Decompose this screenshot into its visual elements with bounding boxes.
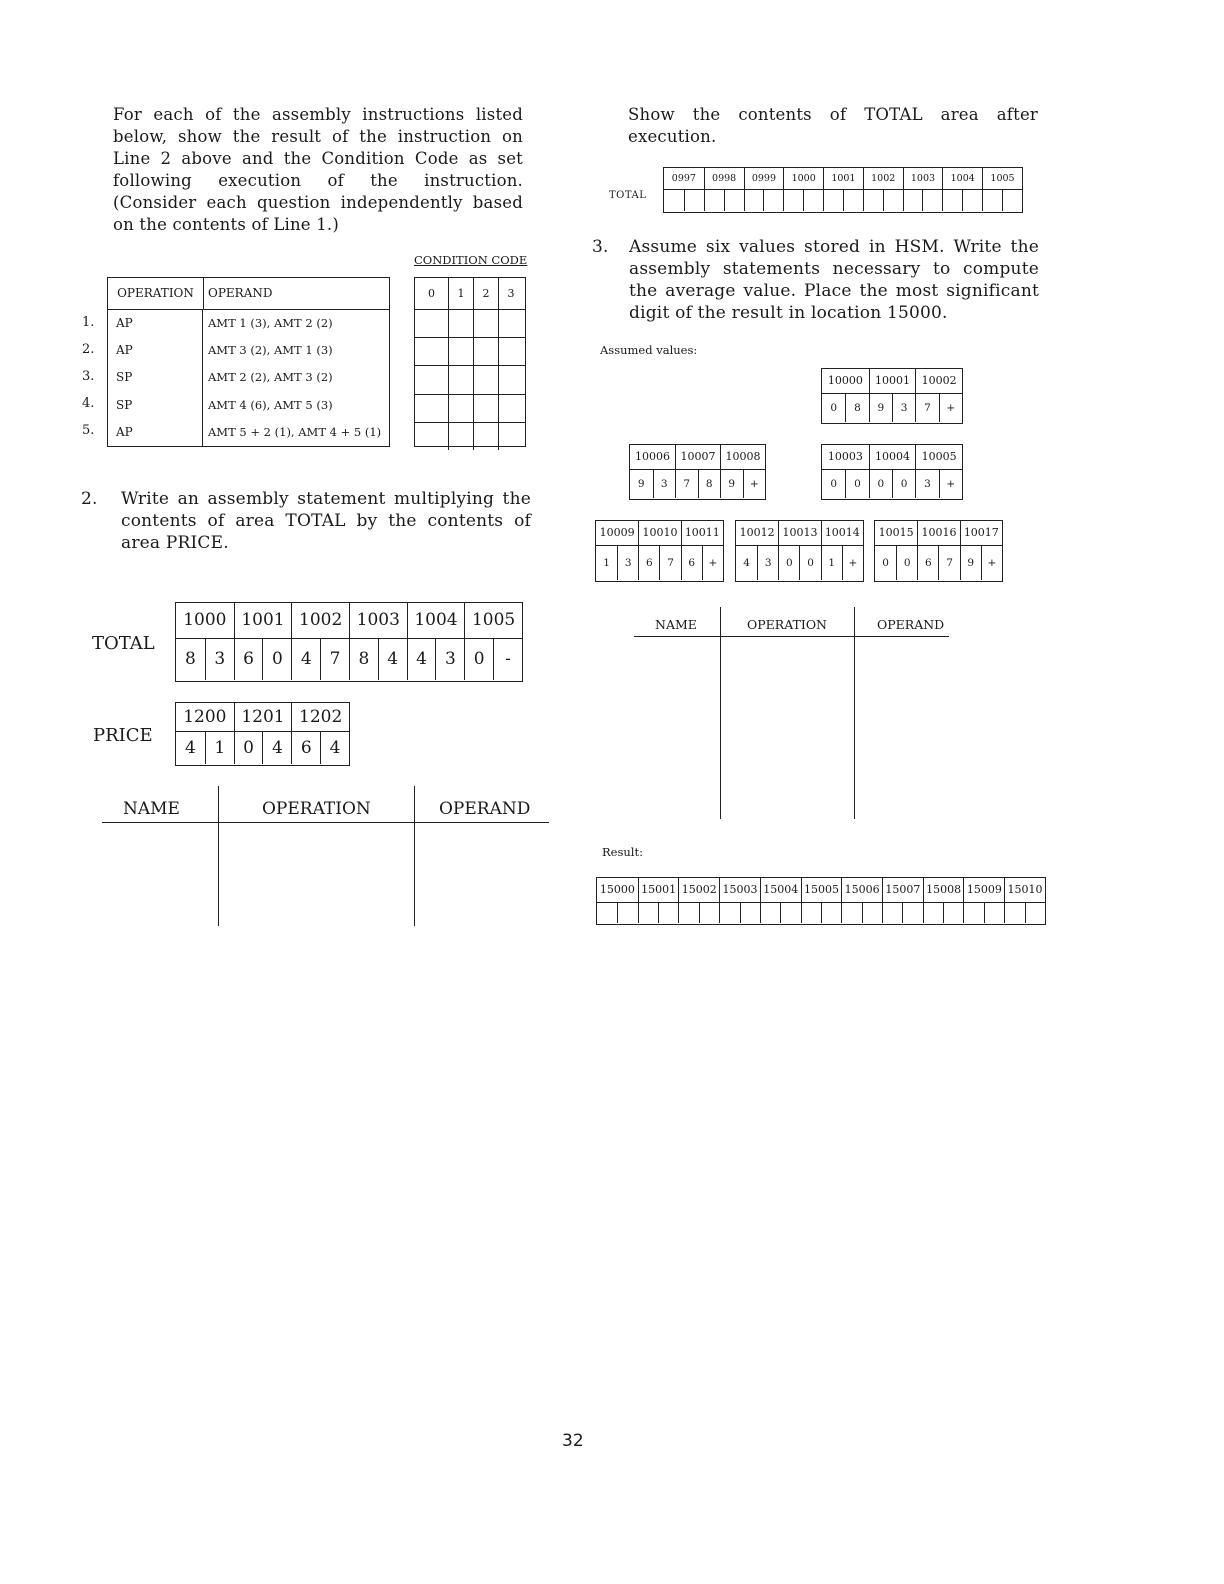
condition-code-cell[interactable] (498, 366, 523, 393)
answer-digit-cell[interactable] (963, 903, 983, 923)
memory-address: 10014 (821, 521, 863, 545)
condition-code-label: CONDITION CODE (414, 253, 528, 267)
operation-header: OPERATION (117, 286, 194, 300)
answer-digit-cell[interactable] (740, 903, 760, 923)
answer-digit-cell[interactable] (962, 190, 982, 211)
answer-digit-cell[interactable] (922, 190, 942, 211)
memory-digit: 4 (378, 639, 407, 680)
memory-address: 15002 (678, 878, 719, 902)
memory-digit: 3 (892, 394, 915, 422)
instruction-number: 4. (82, 396, 95, 411)
instruction-number: 2. (82, 342, 95, 357)
answer-digit-cell[interactable] (597, 903, 617, 923)
memory-digit: 0 (869, 470, 892, 498)
memory-address: 1001 (234, 603, 292, 638)
memory-address: 10007 (675, 445, 720, 469)
memory-address: 1201 (234, 703, 292, 731)
memory-digit: + (939, 470, 962, 498)
result-label: Result: (602, 845, 643, 859)
answer-digit-cell[interactable] (1002, 190, 1022, 211)
instruction-table (107, 277, 390, 447)
memory-digit: 0 (234, 732, 263, 764)
memory-digit: 3 (915, 470, 938, 498)
condition-code-cell[interactable] (473, 366, 498, 393)
instruction-op: AP (116, 316, 133, 330)
condition-code-cell[interactable] (415, 423, 448, 450)
answer-digit-cell[interactable] (617, 903, 637, 923)
answer-digit-cell[interactable] (943, 903, 963, 923)
answer-digit-cell[interactable] (801, 903, 821, 923)
answer-total-area (663, 167, 1023, 213)
memory-address: 10004 (869, 445, 916, 469)
q3-form-name-header: NAME (655, 617, 697, 632)
memory-address: 1004 (942, 168, 982, 189)
answer-digit-cell[interactable] (903, 190, 923, 211)
memory-address: 15008 (923, 878, 964, 902)
memory-digit: 4 (320, 732, 349, 764)
q3-form-rule (634, 636, 949, 637)
condition-code-column: 2 (473, 278, 498, 309)
assumed-value-group (874, 520, 1003, 582)
answer-digit-cell[interactable] (1025, 903, 1045, 923)
q2-form-operation-header: OPERATION (262, 799, 371, 819)
instruction-operand: AMT 2 (2), AMT 3 (2) (208, 370, 333, 385)
memory-address: 1200 (183, 707, 227, 727)
memory-address: 10002 (915, 369, 962, 393)
condition-code-column: 0 (428, 287, 435, 300)
memory-digit: 8 (349, 639, 378, 680)
answer-digit-cell[interactable] (803, 190, 823, 211)
memory-address: 15000 (599, 883, 635, 896)
memory-address: 10001 (869, 369, 916, 393)
answer-digit-cell[interactable] (841, 903, 861, 923)
memory-digit: 7 (675, 470, 698, 498)
memory-address: 1005 (464, 603, 522, 638)
memory-address: 10013 (778, 521, 820, 545)
memory-digit: 4 (185, 738, 196, 758)
memory-address: 15005 (801, 878, 842, 902)
price-label: PRICE (93, 725, 153, 746)
memory-address: 10005 (915, 445, 962, 469)
memory-address: 10010 (638, 521, 680, 545)
answer-total-label: TOTAL (609, 190, 647, 201)
memory-address: 10000 (827, 374, 863, 387)
memory-address: 1202 (291, 703, 349, 731)
memory-address: 0997 (671, 173, 696, 184)
answer-digit-cell[interactable] (984, 903, 1004, 923)
answer-digit-cell[interactable] (923, 903, 943, 923)
result-area (596, 877, 1046, 925)
memory-digit: 4 (291, 639, 320, 680)
memory-digit: 7 (915, 394, 938, 422)
q1-intro: For each of the assembly instructions listed below, show the result of the instruction on Line 2 above and the Condition Code as set following execution of the instruction. (Consider each question independently based on the contents of Line 1.) (113, 105, 523, 234)
condition-code-cell[interactable] (473, 395, 498, 422)
instruction-number: 3. (82, 369, 95, 384)
memory-digit: 0 (778, 546, 799, 580)
memory-digit: 1 (603, 557, 610, 569)
condition-code-cell[interactable] (448, 366, 473, 393)
memory-digit: + (981, 546, 1002, 580)
answer-digit-cell[interactable] (863, 190, 883, 211)
memory-address: 1005 (982, 168, 1022, 189)
condition-code-cell[interactable] (415, 338, 448, 365)
operand-header: OPERAND (203, 278, 389, 309)
memory-digit: + (842, 546, 863, 580)
q2-form-divider (414, 786, 415, 926)
answer-digit-cell[interactable] (982, 190, 1002, 211)
memory-digit: 6 (234, 639, 263, 680)
memory-address: 0998 (704, 168, 744, 189)
condition-code-cell[interactable] (448, 423, 473, 450)
condition-code-column: 1 (448, 278, 473, 309)
memory-digit: 7 (659, 546, 680, 580)
price-memory-area (175, 702, 350, 766)
q3-form-divider (720, 607, 721, 819)
answer-digit-cell[interactable] (658, 903, 678, 923)
memory-address: 10012 (739, 526, 775, 539)
assumed-value-group (595, 520, 724, 582)
memory-digit: 3 (617, 546, 638, 580)
assumed-value-group (735, 520, 864, 582)
memory-address: 0999 (744, 168, 784, 189)
answer-digit-cell[interactable] (724, 190, 744, 211)
memory-address: 15010 (1004, 878, 1045, 902)
memory-address: 1001 (823, 168, 863, 189)
q2-form-divider (218, 786, 219, 926)
q3-text: Assume six values stored in HSM. Write the assembly statements necessary to compute the average value. Place the most significant digit of the result in location 15000. (629, 237, 1039, 323)
memory-digit: 0 (799, 546, 820, 580)
memory-digit: 8 (698, 470, 721, 498)
answer-digit-cell[interactable] (862, 903, 882, 923)
total-memory-area (175, 602, 523, 682)
memory-address: 15003 (719, 878, 760, 902)
condition-code-cell[interactable] (473, 310, 498, 337)
answer-digit-cell[interactable] (902, 903, 922, 923)
instruction-operand: AMT 4 (6), AMT 5 (3) (208, 397, 333, 412)
condition-code-cell[interactable] (415, 366, 448, 393)
memory-address: 1003 (903, 168, 943, 189)
instruction-number: 1. (82, 315, 95, 330)
answer-digit-cell[interactable] (699, 903, 719, 923)
memory-address: 15004 (760, 878, 801, 902)
answer-digit-cell[interactable] (760, 903, 780, 923)
memory-address: 15001 (638, 878, 679, 902)
answer-digit-cell[interactable] (704, 190, 724, 211)
memory-digit: 7 (320, 639, 349, 680)
condition-code-cell[interactable] (473, 338, 498, 365)
memory-digit: 0 (830, 478, 837, 490)
condition-code-cell[interactable] (448, 310, 473, 337)
condition-code-cell[interactable] (415, 395, 448, 422)
memory-digit: 9 (720, 470, 743, 498)
memory-address: 1000 (183, 610, 227, 630)
memory-digit: 0 (464, 639, 493, 680)
assumed-value-group (629, 444, 766, 500)
memory-address: 15009 (963, 878, 1004, 902)
memory-address: 15007 (882, 878, 923, 902)
q2-number: 2. (81, 489, 98, 509)
instruction-number: 5. (82, 423, 95, 438)
condition-code-column: 3 (498, 278, 523, 309)
memory-digit: 4 (743, 557, 750, 569)
q2-form-name-header: NAME (123, 799, 180, 819)
answer-digit-cell[interactable] (763, 190, 783, 211)
memory-digit: + (939, 394, 962, 422)
memory-digit: 6 (291, 732, 320, 764)
memory-address: 10017 (960, 521, 1002, 545)
answer-digit-cell[interactable] (882, 903, 902, 923)
memory-address: 15006 (841, 878, 882, 902)
assumed-value-group (821, 368, 963, 424)
answer-digit-cell[interactable] (684, 190, 704, 211)
memory-digit: 4 (407, 639, 436, 680)
memory-digit: 6 (638, 546, 659, 580)
memory-digit: 6 (917, 546, 938, 580)
q2-text: Write an assembly statement multiplying the contents of area TOTAL by the contents of area PRICE. (121, 489, 531, 553)
instruction-operand: AMT 1 (3), AMT 2 (2) (208, 316, 333, 330)
memory-digit: 1 (821, 546, 842, 580)
q3-form-operand-header: OPERAND (877, 617, 945, 632)
memory-digit: 6 (681, 546, 702, 580)
memory-digit: 0 (845, 470, 868, 498)
memory-digit: 9 (637, 478, 645, 490)
memory-address: 1003 (349, 603, 407, 638)
memory-digit: 0 (896, 546, 917, 580)
memory-address: 10016 (917, 521, 959, 545)
instruction-op: AP (116, 424, 133, 439)
condition-code-grid (414, 277, 526, 447)
memory-digit: + (743, 470, 766, 498)
memory-digit: - (493, 639, 522, 680)
memory-address: 10011 (681, 521, 723, 545)
memory-address: 10003 (827, 450, 863, 463)
memory-digit: 0 (892, 470, 915, 498)
memory-digit: 3 (757, 546, 778, 580)
memory-digit: 9 (960, 546, 981, 580)
memory-digit: 0 (830, 402, 837, 414)
memory-address: 1000 (783, 168, 823, 189)
instruction-operand: AMT 3 (2), AMT 1 (3) (208, 343, 333, 358)
q3-form-operation-header: OPERATION (747, 617, 827, 632)
condition-code-cell[interactable] (415, 310, 448, 337)
answer-digit-cell[interactable] (942, 190, 962, 211)
memory-address: 10015 (878, 526, 914, 539)
condition-code-cell[interactable] (498, 338, 523, 365)
memory-digit: 9 (869, 394, 892, 422)
answer-digit-cell[interactable] (821, 903, 841, 923)
memory-digit: 8 (845, 394, 868, 422)
memory-digit: 0 (262, 639, 291, 680)
instruction-operand: AMT 5 + 2 (1), AMT 4 + 5 (1) (208, 424, 382, 439)
condition-code-cell[interactable] (448, 395, 473, 422)
answer-digit-cell[interactable] (1004, 903, 1024, 923)
memory-address: 1002 (291, 603, 349, 638)
q3-number: 3. (592, 237, 609, 257)
memory-address: 1004 (407, 603, 465, 638)
memory-digit: 4 (262, 732, 291, 764)
answer-digit-cell[interactable] (823, 190, 843, 211)
memory-digit: 3 (435, 639, 464, 680)
answer-digit-cell[interactable] (780, 903, 800, 923)
assumed-values-label: Assumed values: (600, 343, 698, 357)
memory-digit: 1 (205, 732, 234, 764)
assumed-value-group (821, 444, 963, 500)
condition-code-cell[interactable] (498, 423, 523, 450)
memory-address: 10008 (720, 445, 765, 469)
memory-digit: 0 (882, 557, 889, 569)
total-label: TOTAL (92, 633, 155, 654)
condition-code-cell[interactable] (473, 423, 498, 450)
memory-digit: + (702, 546, 723, 580)
q2-answer-text: Show the contents of TOTAL area after execution. (628, 105, 1038, 146)
condition-code-cell[interactable] (448, 338, 473, 365)
instruction-op: AP (116, 343, 133, 358)
condition-code-cell[interactable] (498, 395, 523, 422)
answer-digit-cell[interactable] (843, 190, 863, 211)
q2-form-rule (102, 822, 549, 823)
page-number: 32 (562, 1431, 584, 1451)
memory-digit: 3 (205, 639, 234, 680)
memory-digit: 8 (185, 649, 196, 669)
instruction-op: SP (116, 370, 133, 385)
answer-digit-cell[interactable] (678, 903, 698, 923)
answer-digit-cell[interactable] (783, 190, 803, 211)
memory-digit: 7 (938, 546, 959, 580)
q3-form-divider (854, 607, 855, 819)
instruction-op: SP (116, 397, 133, 412)
q2-form-operand-header: OPERAND (439, 799, 531, 819)
memory-address: 1002 (863, 168, 903, 189)
memory-digit: 3 (653, 470, 676, 498)
memory-address: 10009 (599, 526, 635, 539)
answer-digit-cell[interactable] (664, 190, 684, 211)
answer-digit-cell[interactable] (744, 190, 764, 211)
answer-digit-cell[interactable] (638, 903, 658, 923)
answer-digit-cell[interactable] (883, 190, 903, 211)
answer-digit-cell[interactable] (719, 903, 739, 923)
condition-code-cell[interactable] (498, 310, 523, 337)
memory-address: 10006 (635, 450, 670, 463)
